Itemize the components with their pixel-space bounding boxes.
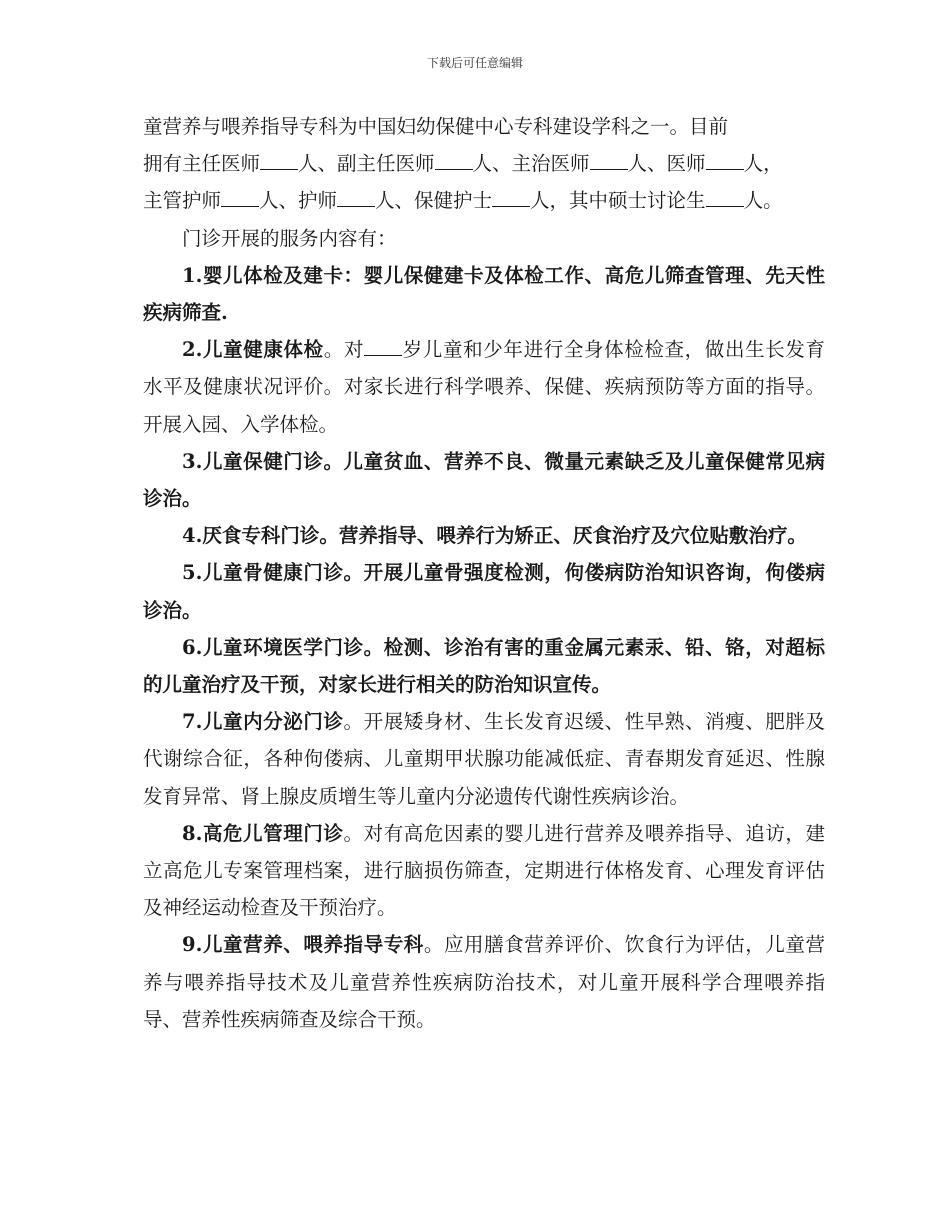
staff-text: 人， [743,152,783,176]
service-text: 。开展矮身材、生长发育迟缓、性早熟、消瘦、肥胖及代谢综合征，各种佝偻病、儿童期甲状腺功能减低症、青春期发育延迟、性腺发育异常、肾上腺皮质增生等儿童内分泌遗传代谢性疾病诊治。 [143,710,825,808]
blank-field [590,168,628,170]
service-item-4: 4.厌食专科门诊。营养指导、喂养行为矫正、厌食治疗及穴位贴敷治疗。 [182,524,807,548]
blank-field [435,168,473,170]
blank-field [221,205,259,207]
service-text: 。应用膳食营养评价、饮食行为评估，儿童营养与喂养指导技术及儿童营养性疾病防治技术，对儿童开展科学合理喂养指导、营养性疾病筛查及综合干预。 [143,933,825,1031]
service-text: 。对 [323,338,365,362]
service-title: 7.儿童内分泌门诊 [182,710,344,734]
staff-text: 人、主治医师 [472,152,590,176]
page-header: 下载后可任意编辑 [426,56,523,70]
staff-text: 人、护师 [259,189,338,213]
service-item-3: 3.儿童保健门诊。儿童贫血、营养不良、微量元素缺乏及儿童保健常见病诊治。 [143,449,825,511]
blank-field [492,205,530,207]
blank-field [364,354,402,356]
service-item-7 [143,703,825,815]
service-item-2 [143,331,825,443]
staff-text: 人，其中硕士讨论生 [530,189,706,213]
document-body [143,108,825,1038]
services-heading: 门诊开展的服务内容有： [182,226,397,250]
service-title: 2.儿童健康体检 [182,338,324,362]
staff-paragraph [143,145,825,219]
service-item-5: 5.儿童骨健康门诊。开展儿童骨强度检测，佝偻病防治知识咨询，佝偻病诊治。 [143,561,825,622]
blank-field [260,168,298,170]
service-item-6: 6.儿童环境医学门诊。检测、诊治有害的重金属元素汞、铅、铬，对超标的儿童治疗及干预，对家长进行相关的防治知识宣传。 [143,635,825,697]
intro-line: 童营养与喂养指导专科为中国妇幼保健中心专科建设学科之一。目前 [143,115,729,138]
staff-text: 人、保健护士 [375,189,493,213]
service-item-9 [143,926,825,1038]
service-text: 岁儿童和少年进行全身体检检查，做出生长发育水平及健康状况评价。对家长进行科学喂养、保健、疾病预防等方面的指导。开展入园、入学体检。 [143,338,825,436]
service-item-8 [143,815,825,927]
blank-field [706,205,744,207]
service-title: 8.高危儿管理门诊 [182,821,344,845]
service-title: 9.儿童营养、喂养指导专科 [182,933,424,957]
blank-field [706,168,744,170]
service-item-1: 1.婴儿体检及建卡：婴儿保健建卡及体检工作、高危儿筛查管理、先天性疾病筛查. [143,263,825,325]
staff-text: 人、副主任医师 [298,152,435,176]
blank-field [337,205,375,207]
staff-text: 人。 [743,189,783,213]
staff-text: 拥有主任医师 [143,152,261,176]
service-text: 。对有高危因素的婴儿进行营养及喂养指导、追访，建立高危儿专案管理档案，进行脑损伤筛查，定期进行体格发育、心理发育评估及神经运动检查及干预治疗。 [143,821,825,920]
staff-text: 人、医师 [627,152,706,176]
staff-text: 主管护师 [143,189,222,213]
